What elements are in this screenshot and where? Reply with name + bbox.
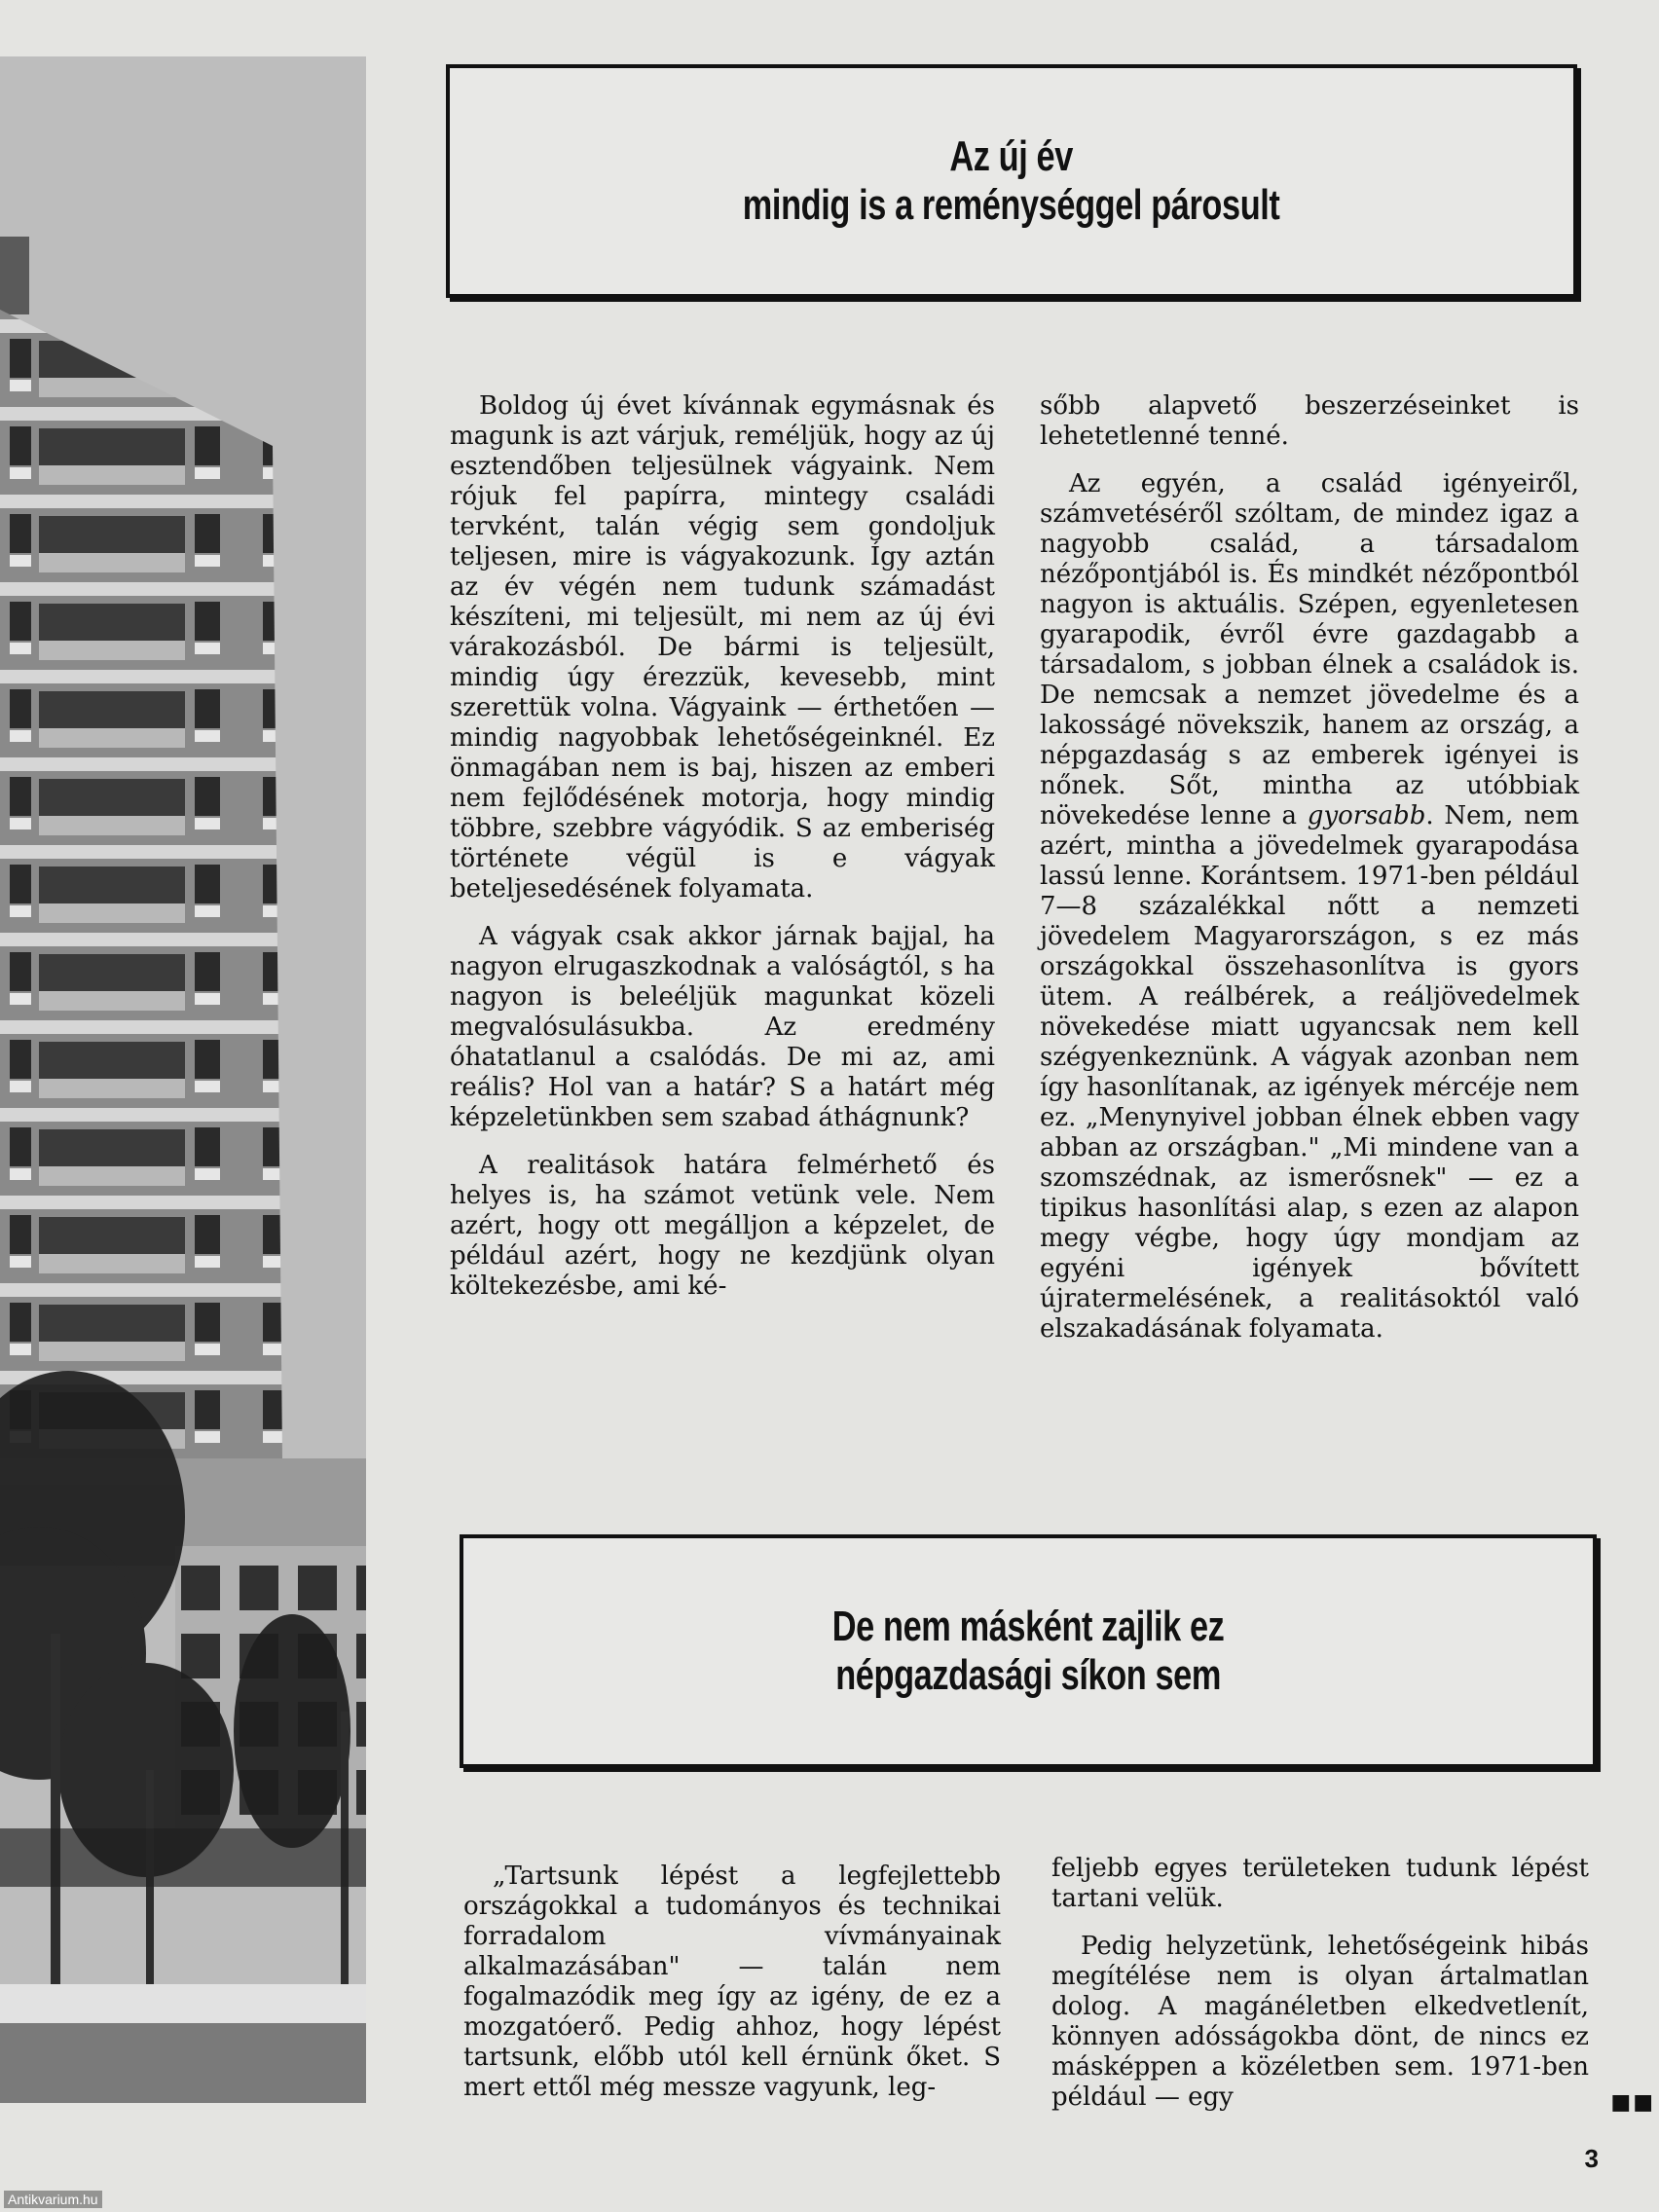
article-column-1 — [450, 391, 995, 1319]
headline-box-2 — [460, 1534, 1597, 1768]
headline-1-line2: mindig is a reménységgel párosult — [743, 181, 1280, 229]
paragraph: A vágyak csak akkor járnak bajjal, ha nagyon elrugaszkodnak a valóságtól, s ha nagyon is beleéljük magunkat közeli megvalósulásukba. Az eredmény óhatatlanul a csalódás. De mi az, ami reális? Hol van a határ? S a határt még képzeletünkben sem szabad áthágnunk? — [450, 922, 995, 1132]
paragraph: feljebb egyes területeken tudunk lépést tartani velük. — [1051, 1854, 1589, 1913]
headline-2-line1: De nem másként zajlik ez — [831, 1603, 1225, 1650]
continuation-marks: ■■ — [1610, 2089, 1655, 2115]
paragraph — [1040, 469, 1579, 1345]
paragraph: A realitások határa felmérhető és helyes is, ha számot vetünk vele. Nem azért, hogy ott megálljon a képzelet, de például azért, hogy ne kezdjünk olyan költekezésbe, ami ké- — [450, 1151, 995, 1301]
emphasis-text: gyorsabb — [1307, 801, 1426, 830]
paragraph: „Tartsunk lépést a legfejlettebb országokkal a tudományos és technikai forradalom vívmányainak alkalmazásában" — talán nem fogalmazódik meg így az igény, de ez a mozgatóerő. Pedig ahhoz, hogy lépést tartsunk, előbb utól kell érnünk őket. S mert ettől még messze vagyunk, leg- — [463, 1862, 1001, 2102]
article-column-3 — [463, 1862, 1001, 2120]
headline-1-line1: Az új év — [949, 132, 1074, 180]
article-column-4 — [1051, 1854, 1589, 2130]
watermark: Antikvarium.hu — [4, 2191, 102, 2208]
paragraph: Boldog új évet kívánnak egymásnak és magunk is azt várjuk, reméljük, hogy az új esztendőben teljesülnek vágyaink. Nem rójuk fel papírra, mintegy családi tervként, talán végig sem gondoljuk teljesen, mire is vágyakozunk. Így aztán az év végén nem tudunk számadást készíteni, mi teljesült, mi nem az új évi várakozásból. De bármi is teljesült, mindig úgy érezzük, kevesebb, mint szerettük volna. Vágyaink — érthetően — mindig nagyobbak lehetőségeinknél. Ez önmagában nem is baj, hiszen az emberi nem fejlődésének motorja, hogy mindig többre, szebbre vágyódik. S az emberiség története végül is e vágyak beteljesedésének folyamata. — [450, 391, 995, 903]
paragraph: Pedig helyzetünk, lehetőségeink hibás megítélése nem is olyan ártalmatlan dolog. A magánéletben elkedvetlenít, könnyen adósságokba dönt, de nincs ez másképpen a közéletben sem. 1971-ben például — egy — [1051, 1932, 1589, 2112]
paragraph-text: Az egyén, a család igényeiről, számvetéséről szóltam, de mindez igaz a nagyobb család, a társadalom nézőpontjából is. És mindkét nézőpontból nagyon is aktuális. Szépen, egyenletesen gyarapodik, évről évre gazdagabb a társadalom, s jobban élnek a családok is. De nemcsak a nemzet jövedelme és a lakosságé növekszik, hanem az ország, a népgazdaság s az emberek igényei is nőnek. Sőt, mintha az utóbbiak növekedése lenne a — [1040, 469, 1579, 830]
headline-2 — [832, 1603, 1225, 1700]
headline-1 — [743, 132, 1280, 230]
headline-2-line2: népgazdasági síkon sem — [835, 1651, 1221, 1699]
article-column-2 — [1040, 391, 1579, 1362]
paragraph: sőbb alapvető beszerzéseinket is lehetetlenné tenné. — [1040, 391, 1579, 451]
page-number: 3 — [1584, 2144, 1599, 2173]
headline-box-1 — [446, 64, 1577, 298]
paragraph-text: . Nem, nem azért, mintha a jövedelmek gyarapodása lassú lenne. Korántsem. 1971-ben például 7—8 százalékkal nőtt a nemzeti jövedelem Magyarországon, s ez más országokkal összehasonlítva is gyors ütem. A reálbérek, a reáljövedelmek növekedése miatt ugyancsak nem kell szégyenkeznünk. A vágyak azonban nem így hasonlítanak, az igények mércéje nem ez. „Menynyivel jobban élnek ebben vagy abban az országban." „Mi mindene van a szomszédnak, az ismerősnek" — ez a tipikus hasonlítási alap, s ezen az alapon megy végbe, hogy úgy mondjam az egyéni igények bővített újratermelésének, a realitásoktól való elszakadásának folyamata. — [1040, 801, 1580, 1344]
building-photo — [0, 56, 366, 2103]
